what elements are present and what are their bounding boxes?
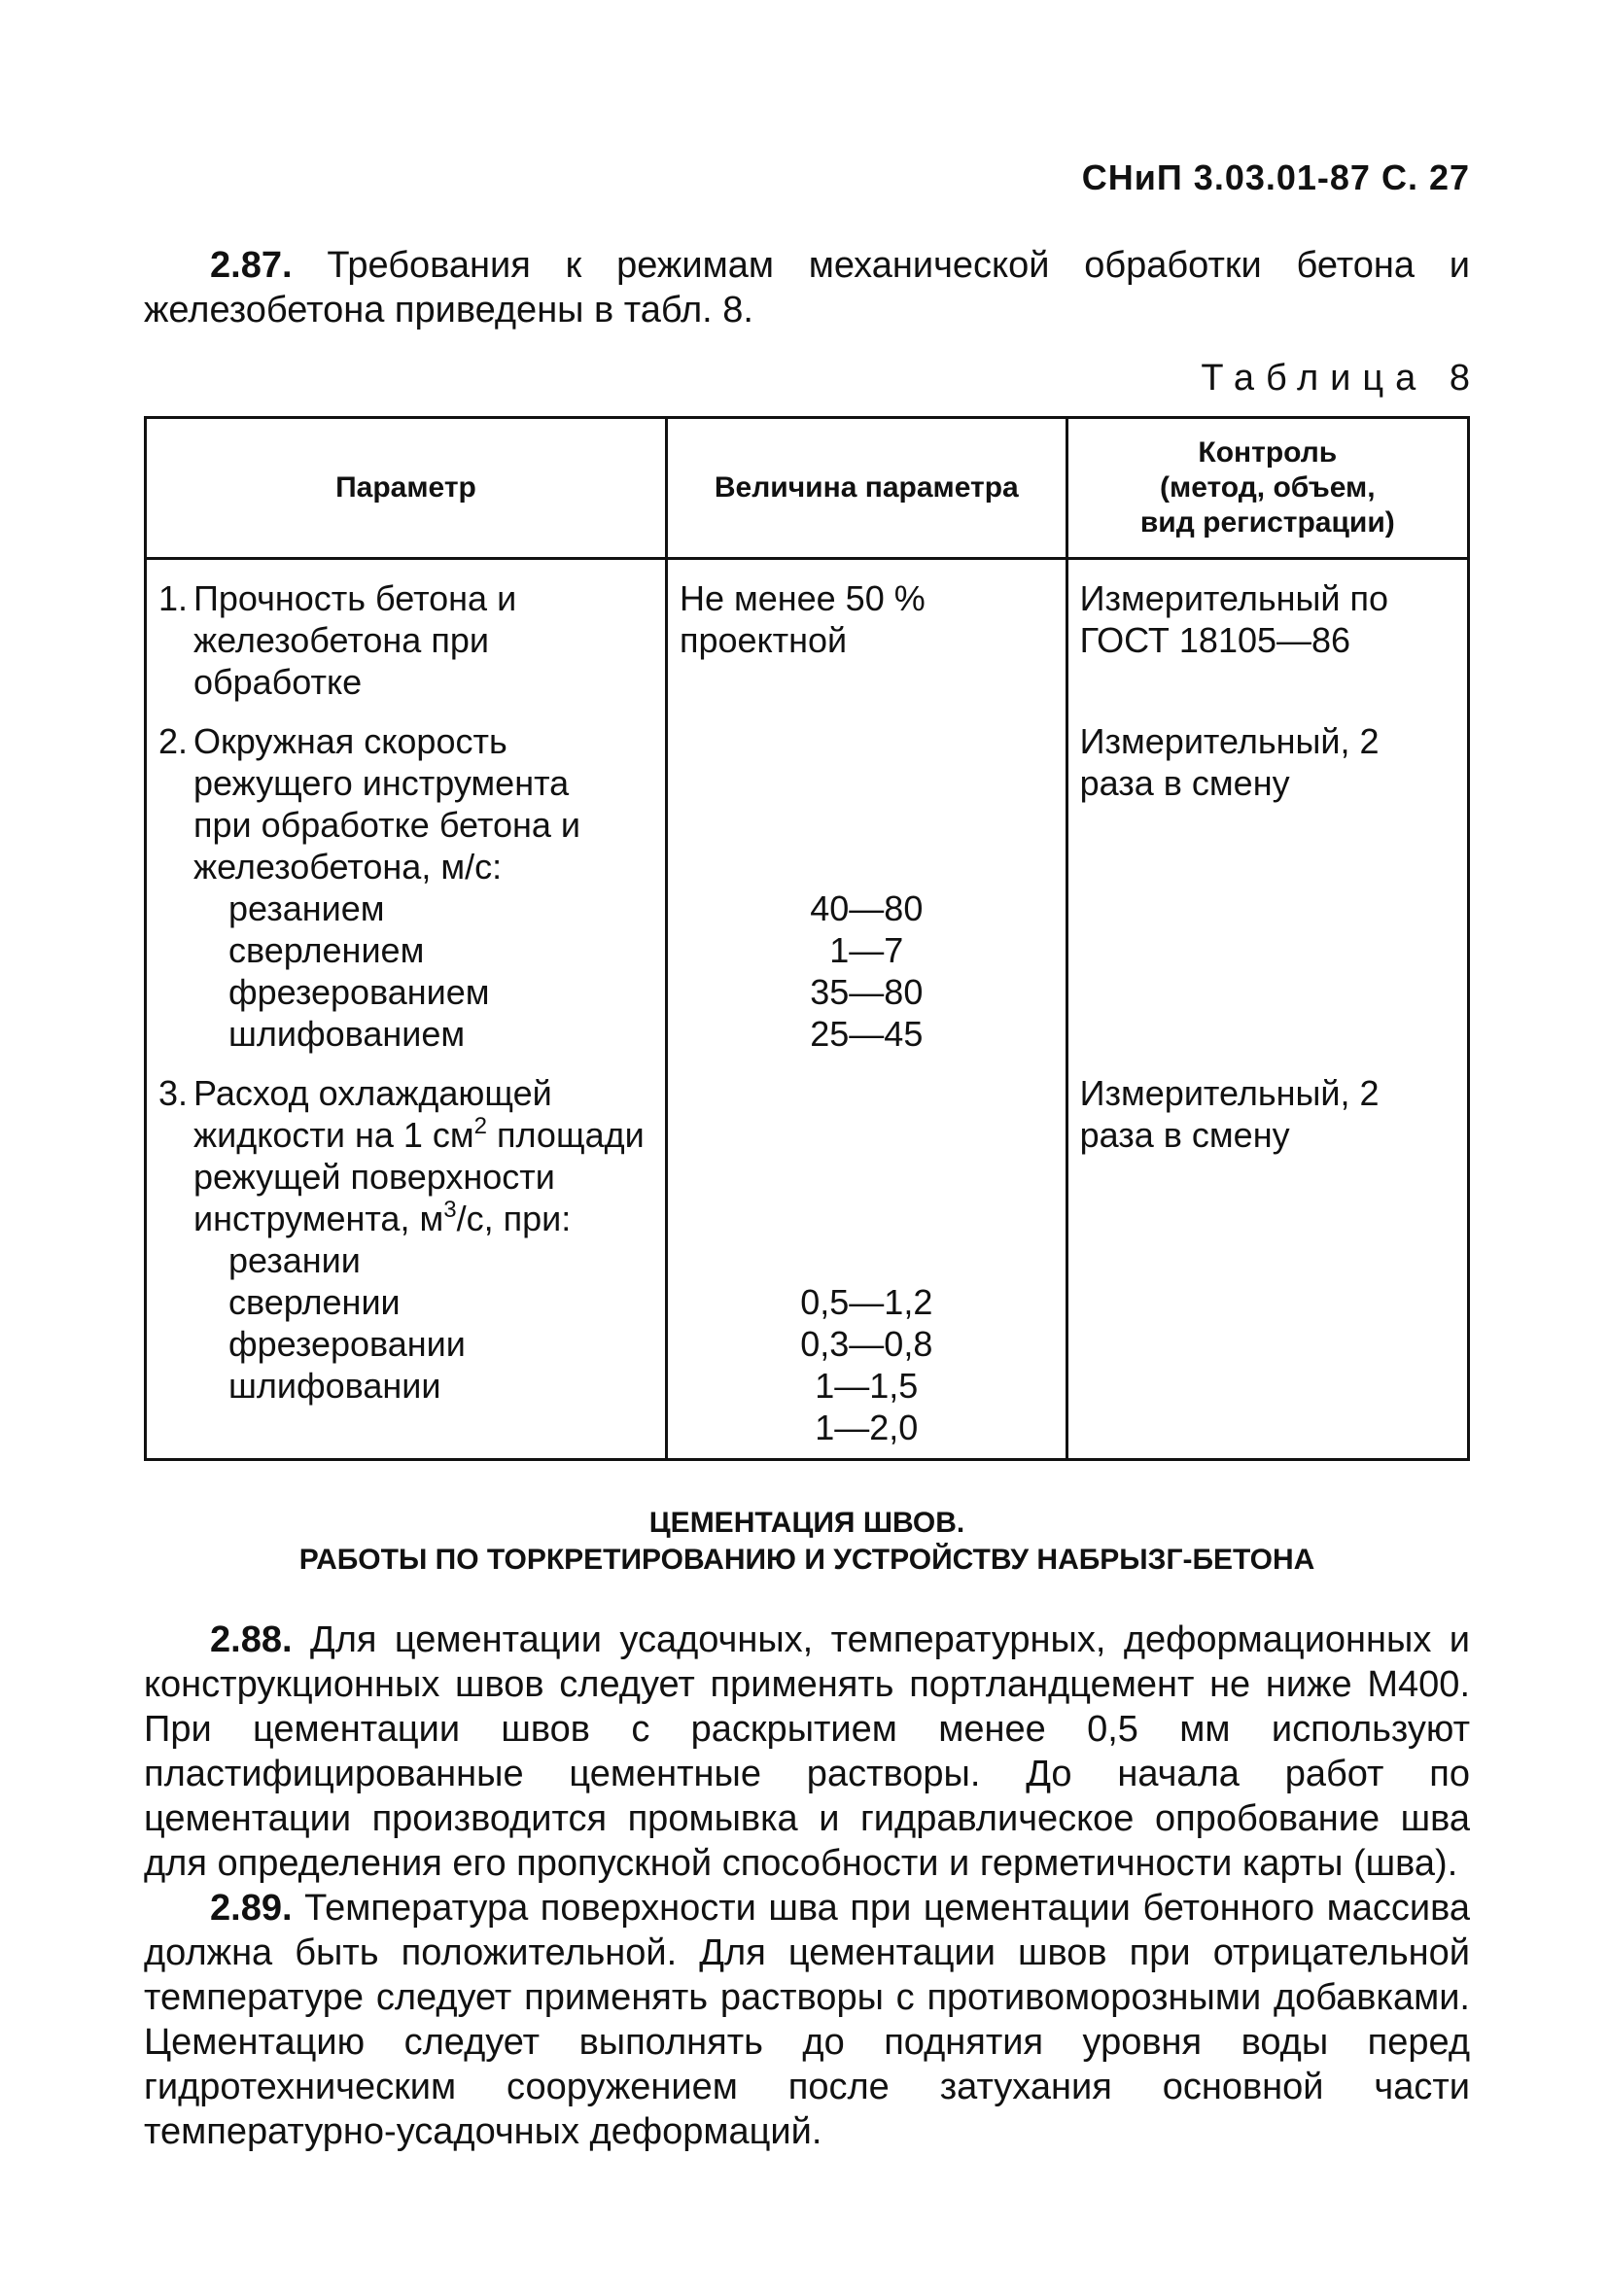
paragraph-text: Для цементации усадочных, температурных, деформационных и конструкционных швов следует применять портландцемент не ниже М400. При цементации швов с раскрытием менее 0,5 мм используют пластифицированные цементные растворы. До начала работ по цементации производится промывка и гидравлическое опробование шва для определения его пропускной способности и герметичности карты (шва). <box>144 1619 1470 1884</box>
param-text-part: /с, при: <box>456 1199 572 1238</box>
header-control-line2: (метод, объем, <box>1160 471 1376 504</box>
param-text: Окружная скорость режущего инструмента при обработке бетона и железобетона, м/с: <box>193 721 580 887</box>
value-text: Не менее 50 % проектной <box>679 578 926 660</box>
cell-control <box>1066 1055 1468 1460</box>
table-caption: Таблица 8 <box>1201 358 1482 399</box>
superscript: 3 <box>443 1197 457 1223</box>
sub-item-value: 0,5—1,2 <box>800 1282 933 1322</box>
section-heading-line1: ЦЕМЕНТАЦИЯ ШВОВ. <box>648 1507 965 1539</box>
table-row <box>146 1055 1469 1460</box>
sub-item-value: 0,3—0,8 <box>800 1324 933 1364</box>
header-param: Параметр <box>146 418 667 559</box>
paragraph-text: Требования к режимам механической обработки бетона и железобетона приведены в табл. 8. <box>144 245 1470 330</box>
param-text: Прочность бетона и железобетона при обработке <box>193 578 517 702</box>
sub-item-label: резании <box>228 1240 361 1280</box>
header-value: Величина параметра <box>666 418 1066 559</box>
control-text: Измерительный, 2 раза в смену <box>1079 1073 1380 1155</box>
control-text: Измерительный по ГОСТ 18105—86 <box>1079 578 1388 660</box>
sub-item-value: 35—80 <box>810 972 924 1012</box>
cell-value <box>666 559 1066 704</box>
sub-item-label: фрезерованием <box>228 972 490 1012</box>
cell-value <box>666 703 1066 1055</box>
control-text: Измерительный, 2 раза в смену <box>1079 721 1380 803</box>
param-text-part: площади режущей поверхности инструмента, м <box>193 1115 645 1238</box>
sub-item-label: резанием <box>228 888 385 928</box>
section-heading <box>144 1505 1470 1579</box>
sub-item-value: 40—80 <box>810 888 924 928</box>
sub-item-value: 1—7 <box>829 930 904 970</box>
table-8 <box>144 416 1470 1461</box>
sub-item-label: шлифованием <box>228 1014 466 1054</box>
paragraph-number: 2.88. <box>210 1619 293 1660</box>
table-row <box>146 703 1469 1055</box>
sub-item-value: 25—45 <box>810 1014 924 1054</box>
sub-item-label: сверлении <box>228 1282 401 1322</box>
paragraph-2-89 <box>144 1886 1470 2154</box>
table-header-row <box>146 418 1469 559</box>
paragraph-2-87 <box>144 243 1470 332</box>
cell-param <box>146 703 667 1055</box>
table-row <box>146 559 1469 704</box>
header-control <box>1066 418 1468 559</box>
running-head: СНиП 3.03.01-87 С. 27 <box>1081 157 1470 197</box>
param-text-part: Расход охлаждающей жидкости на 1 см <box>193 1073 552 1155</box>
cell-param <box>146 1055 667 1460</box>
row-number: 2. <box>158 721 189 761</box>
paragraph-number: 2.89. <box>210 1888 293 1929</box>
section-heading-line2: РАБОТЫ ПО ТОРКРЕТИРОВАНИЮ И УСТРОЙСТВУ НАБРЫЗГ-БЕТОНА <box>298 1544 1315 1576</box>
cell-control <box>1066 559 1468 704</box>
paragraph-text: Температура поверхности шва при цементации бетонного массива должна быть положительной. Для цементации швов при отрицательной температуре следует применять растворы с противоморозными добавками. Цементацию следует выполнять до поднятия уровня воды перед гидротехническим сооружением после затухания основной части температурно-усадочных деформаций. <box>144 1888 1470 2152</box>
header-control-line1: Контроль <box>1198 436 1338 469</box>
superscript: 2 <box>473 1113 488 1139</box>
param-text <box>193 1072 650 1239</box>
sub-item-label: сверлением <box>228 930 425 970</box>
paragraph-2-88 <box>144 1618 1470 1886</box>
cell-control <box>1066 703 1468 1055</box>
paragraph-number: 2.87. <box>210 245 293 286</box>
cell-param <box>146 559 667 704</box>
cell-value <box>666 1055 1066 1460</box>
sub-item-label: фрезеровании <box>228 1324 466 1364</box>
sub-item-value: 1—1,5 <box>815 1366 919 1406</box>
header-control-line3: вид регистрации) <box>1139 506 1395 539</box>
sub-item-label: шлифовании <box>228 1366 441 1406</box>
row-number: 3. <box>158 1073 189 1113</box>
sub-item-value: 1—2,0 <box>815 1408 919 1447</box>
row-number: 1. <box>158 578 189 618</box>
